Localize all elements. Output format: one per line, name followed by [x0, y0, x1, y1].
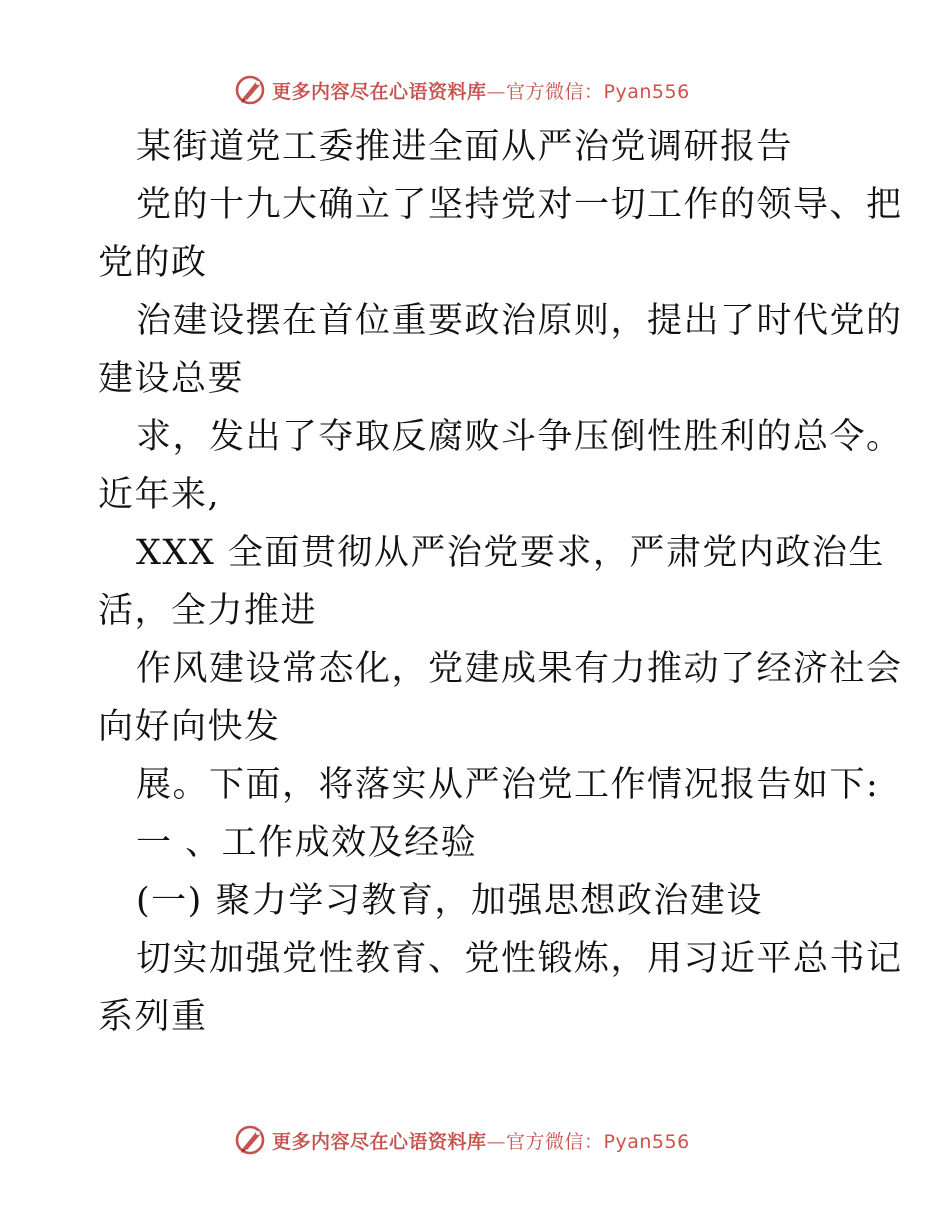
paragraph-line: 活，全力推进 — [98, 591, 318, 631]
paragraph-line: 向好向快发 — [98, 707, 281, 747]
paragraph-line: 系列重 — [98, 997, 208, 1037]
header-watermark — [234, 73, 690, 107]
subsection-heading: (一) 聚力学习教育，加强思想政治建设 — [136, 881, 763, 921]
watermark-account: Pyan556 — [603, 80, 690, 103]
paragraph-line: 治建设摆在首位重要政治原则，提出了时代党的 — [136, 301, 903, 341]
document-title: 某街道党工委推进全面从严治党调研报告 — [136, 127, 794, 167]
paragraph-line: 党的政 — [98, 243, 208, 283]
watermark-secondary-text: 官方微信： — [506, 1130, 604, 1153]
watermark-secondary-text: 官方微信： — [506, 80, 604, 103]
pen-logo-icon — [234, 1123, 268, 1157]
document-body — [98, 118, 903, 1046]
paragraph-line: 作风建设常态化，党建成果有力推动了经济社会 — [136, 649, 903, 689]
watermark-main-text: 更多内容尽在心语资料库 — [272, 1130, 487, 1153]
watermark-main-text: 更多内容尽在心语资料库 — [272, 80, 487, 103]
watermark-account: Pyan556 — [603, 1130, 690, 1153]
paragraph-line: 建设总要 — [98, 359, 245, 399]
section-heading: 一 、工作成效及经验 — [136, 823, 478, 863]
paragraph-line: 展。下面，将落实从严治党工作情况报告如下: — [136, 765, 880, 805]
paragraph-line: 求，发出了夺取反腐败斗争压倒性胜利的总令。 — [136, 417, 903, 457]
pen-logo-icon — [234, 73, 268, 107]
watermark-separator: — — [486, 1130, 507, 1153]
watermark-separator: — — [486, 80, 507, 103]
footer-watermark — [234, 1123, 690, 1157]
paragraph-line: 近年来, — [98, 475, 221, 515]
paragraph-line: 切实加强党性教育、党性锻炼，用习近平总书记 — [136, 939, 903, 979]
paragraph-line: 党的十九大确立了坚持党对一切工作的领导、把 — [136, 185, 903, 225]
paragraph-line: XXX 全面贯彻从严治党要求，严肃党内政治生 — [136, 533, 885, 573]
